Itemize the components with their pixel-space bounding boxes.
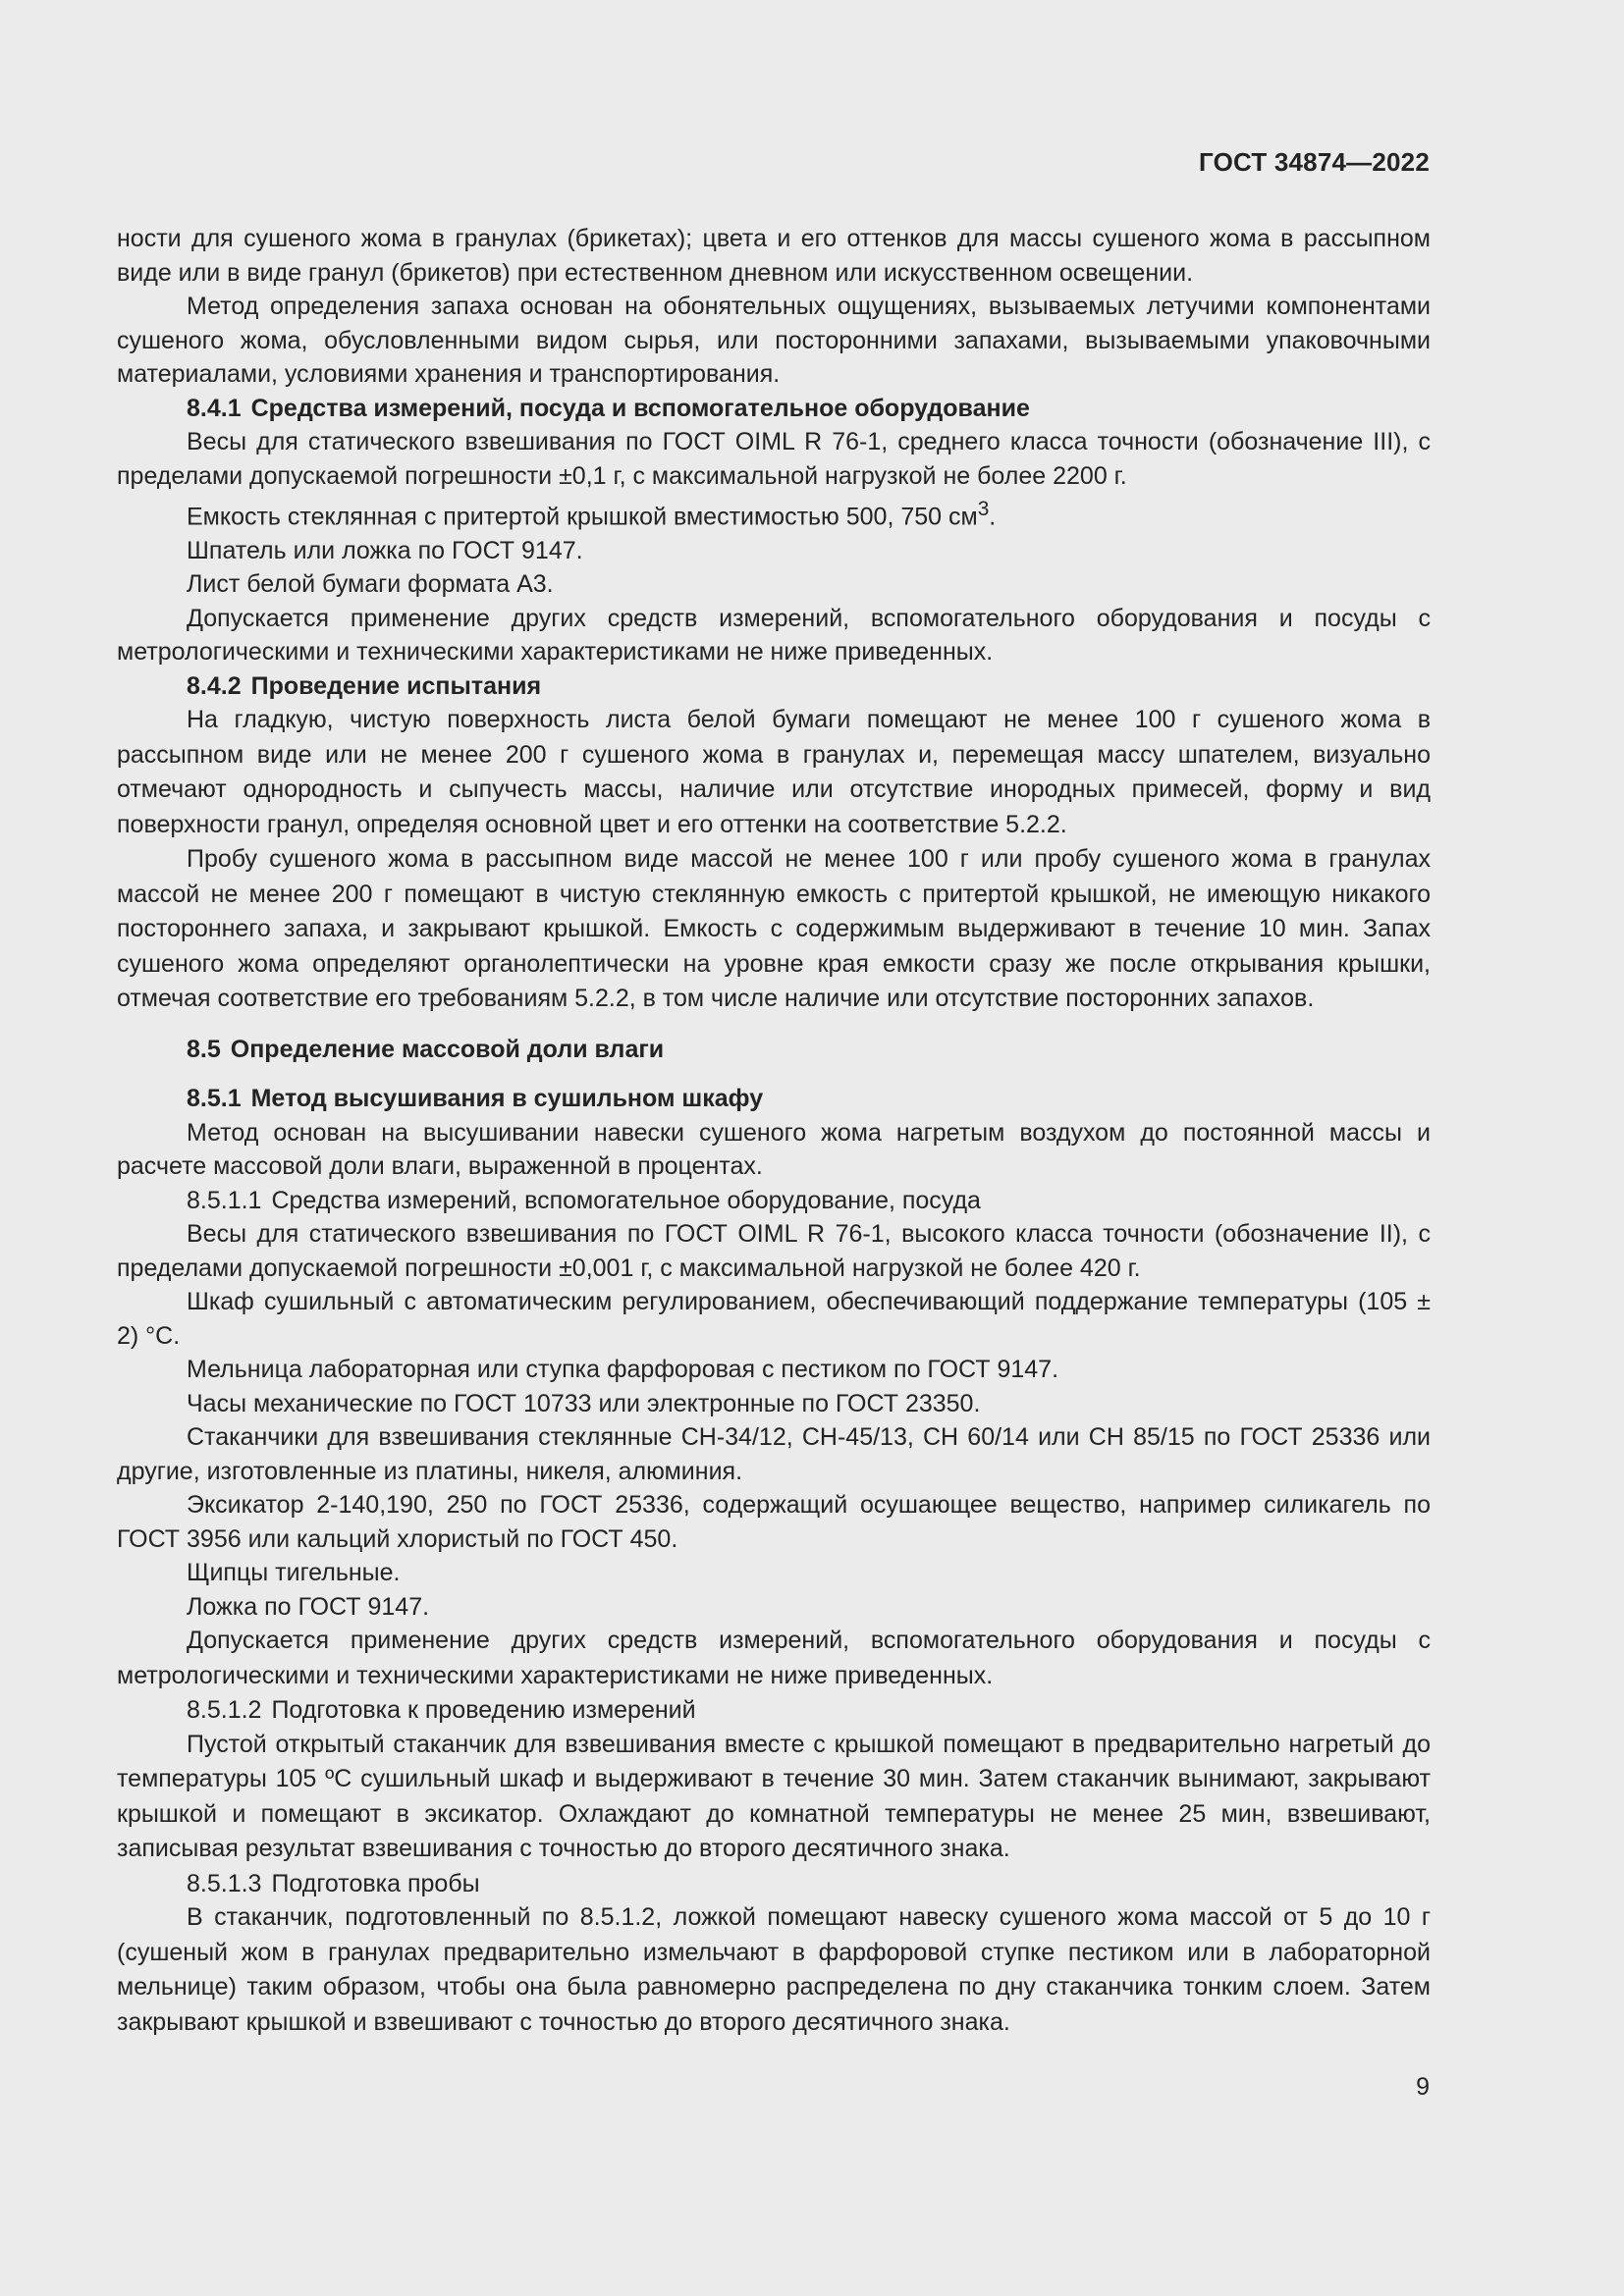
paragraph: Пустой открытый стаканчик для взвешивания вместе с крышкой помещают в предварительно нагретый до температуры 105 ºС сушильный шкаф и выдерживают в течение 30 мин. Затем стаканчик вынимают, закрывают крышкой и помещают в эксикатор. Охлаждают до комнатной температуры не менее 25 мин, взвешивают, записывая результат взвешивания с точностью до второго десятичного знака. (117, 1730, 1431, 1863)
section-heading-8-5: 8.5 Определение массовой доли влаги (187, 1035, 665, 1063)
paragraph: Мельница лабораторная или ступка фарфоровая с пестиком по ГОСТ 9147. (187, 1356, 1059, 1384)
paragraph: Шпатель или ложка по ГОСТ 9147. (187, 536, 583, 564)
page-number: 9 (1416, 2073, 1430, 2101)
paragraph: Метод основан на высушивании навески сушеного жома нагретым воздухом до постоянной массы и расчете массовой доли влаги, выраженной в процентах. (117, 1118, 1431, 1181)
subsection-heading-8-4-2: 8.4.2 Проведение испытания (187, 671, 542, 700)
paragraph: Пробу сушеного жома в рассыпном виде массой не менее 100 г или пробу сушеного жома в гранулах массой не менее 200 г помещают в чистую стеклянную емкость с притертой крышкой, не имеющую никакого постороннего запаха, и закрывают крышкой. Емкость с содержимым выдерживают в течение 10 мин. Запах сушеного жома определяют органолептически на уровне края емкости сразу же после открывания крышки, отмечая соответствие его требованиям 5.2.2, в том числе наличие или отсутствие посторонних запахов. (117, 845, 1431, 1013)
subsection-heading-8-5-1-2: 8.5.1.2 Подготовка к проведению измерений (187, 1696, 696, 1725)
paragraph: Метод определения запаха основан на обонятельных ощущениях, вызываемых летучими компонентами сушеного жома, обусловленными видом сырья, или посторонними запахами, вызываемыми упаковочными материалами, условиями хранения и транспортирования. (117, 293, 1431, 388)
paragraph: Допускается применение других средств измерений, вспомогательного оборудования и посуды с метрологическими и техническими характеристиками не ниже приведенных. (117, 1627, 1431, 1689)
superscript: 3 (977, 498, 990, 520)
subsection-heading-8-5-1-1: 8.5.1.1 Средства измерений, вспомогательное оборудование, посуда (187, 1186, 981, 1214)
paragraph: Щипцы тигельные. (187, 1559, 401, 1587)
document-header: ГОСТ 34874—2022 (1199, 147, 1430, 177)
paragraph: Допускается применение других средств измерений, вспомогательного оборудования и посуды с метрологическими и техническими характеристиками не ниже приведенных. (117, 604, 1431, 667)
paragraph: Лист белой бумаги формата А3. (187, 570, 554, 599)
subsection-heading-8-4-1: 8.4.1 Средства измерений, посуда и вспомогательное оборудование (187, 394, 1030, 422)
paragraph: Шкаф сушильный с автоматическим регулированием, обеспечивающий поддержание температуры (105 ± 2) °С. (117, 1288, 1431, 1350)
paragraph: На гладкую, чистую поверхность листа белой бумаги помещают не менее 100 г сушеного жома в рассыпном виде или не менее 200 г сушеного жома в гранулах и, перемещая массу шпателем, визуально отмечают однородность и сыпучесть массы, наличие или отсутствие инородных примесей, форму и вид поверхности гранул, определяя основной цвет и его оттенки на соответствие 5.2.2. (117, 706, 1431, 838)
paragraph: ности для сушеного жома в гранулах (брикетах); цвета и его оттенков для массы сушеного жома в рассыпном виде или в виде гранул (брикетов) при естественном дневном или искусственном освещении. (117, 225, 1431, 287)
subsection-heading-8-5-1-3: 8.5.1.3 Подготовка пробы (187, 1869, 480, 1897)
paragraph: В стаканчик, подготовленный по 8.5.1.2, ложкой помещают навеску сушеного жома массой от 5 до 10 г (сушеный жом в гранулах предварительно измельчают в фарфоровой ступке пестиком или в лабораторной мельнице) таким образом, чтобы она была равномерно распределена по дну стаканчика тонким слоем. Затем закрывают крышкой и взвешивают с точностью до второго десятичного знака. (117, 1903, 1431, 2036)
paragraph: Часы механические по ГОСТ 10733 или электронные по ГОСТ 23350. (187, 1389, 981, 1417)
subsection-heading-8-5-1: 8.5.1 Метод высушивания в сушильном шкафу (187, 1085, 764, 1113)
paragraph: Ложка по ГОСТ 9147. (187, 1592, 430, 1621)
document-body (117, 222, 1431, 2040)
paragraph: Емкость стеклянная с притертой крышкой вместимостью 500, 750 $см^3$. (187, 498, 997, 531)
paragraph: Стаканчики для взвешивания стеклянные СН-34/12, СН-45/13, СН 60/14 или СН 85/15 по ГОСТ 25336 или другие, изготовленные из платины, никеля, алюминия. (117, 1423, 1431, 1485)
paragraph: Весы для статического взвешивания по ГОСТ OIML R 76-1, среднего класса точности (обозначение III), с пределами допускаемой погрешности ±0,1 г, с максимальной нагрузкой не более 2200 г. (117, 428, 1431, 490)
paragraph: Весы для статического взвешивания по ГОСТ OIML R 76-1, высокого класса точности (обозначение II), с пределами допускаемой погрешности ±0,001 г, с максимальной нагрузкой не более 420 г. (117, 1220, 1431, 1282)
paragraph: Эксикатор 2-140,190, 250 по ГОСТ 25336, содержащий осушающее вещество, например силикагель по ГОСТ 3956 или кальций хлористый по ГОСТ 450. (117, 1491, 1431, 1553)
